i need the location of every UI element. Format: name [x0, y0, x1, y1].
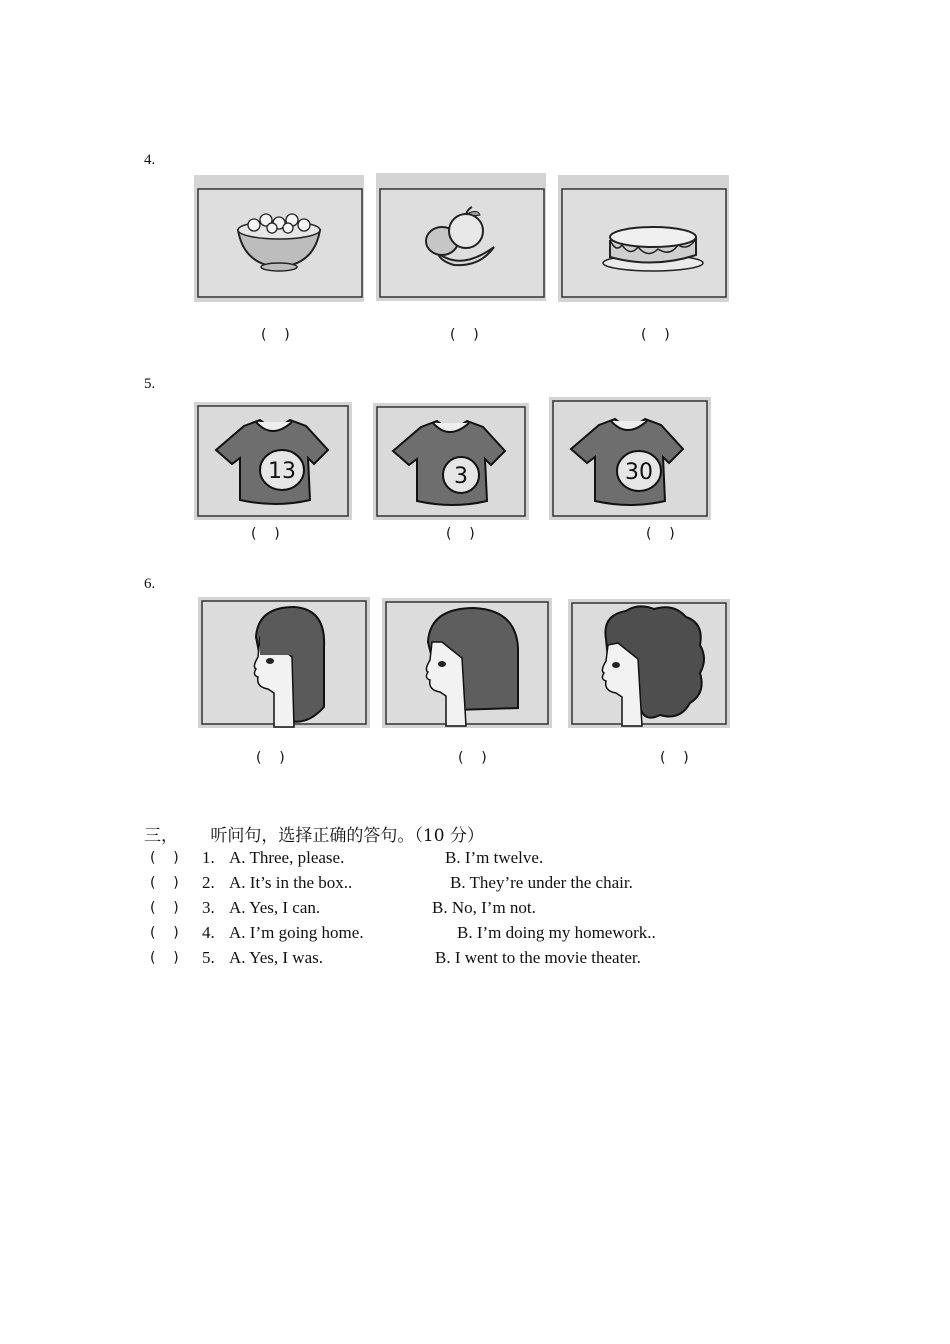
- answer-blank[interactable]: ( ): [261, 327, 290, 343]
- option-a: A. Yes, I was.: [229, 948, 323, 967]
- answer-blank[interactable]: ( ): [150, 925, 179, 941]
- salad-bowl-picture: [194, 175, 364, 302]
- option-b: B. I’m twelve.: [445, 848, 544, 867]
- answer-blank[interactable]: ( ): [251, 526, 280, 542]
- listening-item: [144, 848, 544, 872]
- option-a: A. Yes, I can.: [229, 898, 321, 917]
- listening-item: [144, 948, 641, 972]
- answer-blank[interactable]: ( ): [150, 900, 179, 916]
- cake-icon: [558, 175, 729, 302]
- short-hair-picture: [382, 598, 552, 728]
- option-b: B. They’re under the chair.: [450, 873, 633, 892]
- answer-blank[interactable]: ( ): [150, 950, 179, 966]
- answer-blank[interactable]: ( ): [641, 327, 670, 343]
- long-hair-picture: [198, 597, 370, 728]
- section-title: 三， 听问句，选择正确的答句。（10 分）: [144, 826, 484, 846]
- option-a: A. Three, please.: [229, 848, 345, 867]
- long-hair-girl-icon: [198, 597, 370, 728]
- listening-item: [144, 898, 536, 922]
- question-number: 5.: [144, 376, 156, 392]
- tshirt-30-picture: [549, 397, 711, 520]
- item-number: 4.: [202, 923, 215, 942]
- answer-blank[interactable]: ( ): [256, 750, 285, 766]
- tshirt-icon: [373, 403, 529, 520]
- short-hair-girl-icon: [382, 598, 552, 728]
- item-number: 2.: [202, 873, 215, 892]
- fruits-picture: [376, 173, 546, 301]
- curly-hair-woman-icon: [568, 599, 730, 728]
- option-a: A. It’s in the box..: [229, 873, 353, 892]
- answer-blank[interactable]: ( ): [150, 875, 179, 891]
- shirt-number: 3: [454, 464, 468, 489]
- tshirt-icon: [549, 397, 711, 520]
- question-number: 6.: [144, 576, 156, 592]
- tshirt-3-picture: [373, 403, 529, 520]
- answer-blank[interactable]: ( ): [660, 750, 689, 766]
- item-number: 5.: [202, 948, 215, 967]
- answer-blank[interactable]: ( ): [150, 850, 179, 866]
- fruits-icon: [376, 173, 546, 301]
- option-b: B. No, I’m not.: [432, 898, 536, 917]
- tshirt-icon: [194, 402, 352, 520]
- answer-blank[interactable]: ( ): [646, 526, 675, 542]
- item-number: 1.: [202, 848, 215, 867]
- option-b: B. I went to the movie theater.: [435, 948, 641, 967]
- shirt-number: 13: [268, 459, 296, 484]
- tshirt-13-picture: [194, 402, 352, 520]
- curly-hair-picture: [568, 599, 730, 728]
- option-a: A. I’m going home.: [229, 923, 364, 942]
- question-number: 4.: [144, 152, 156, 168]
- shirt-number: 30: [625, 460, 653, 485]
- answer-blank[interactable]: ( ): [446, 526, 475, 542]
- answer-blank[interactable]: ( ): [450, 327, 479, 343]
- salad-bowl-icon: [194, 175, 364, 302]
- listening-item: [144, 923, 656, 947]
- answer-blank[interactable]: ( ): [458, 750, 487, 766]
- listening-item: [144, 873, 633, 897]
- item-number: 3.: [202, 898, 215, 917]
- option-b: B. I’m doing my homework..: [457, 923, 656, 942]
- cake-picture: [558, 175, 729, 302]
